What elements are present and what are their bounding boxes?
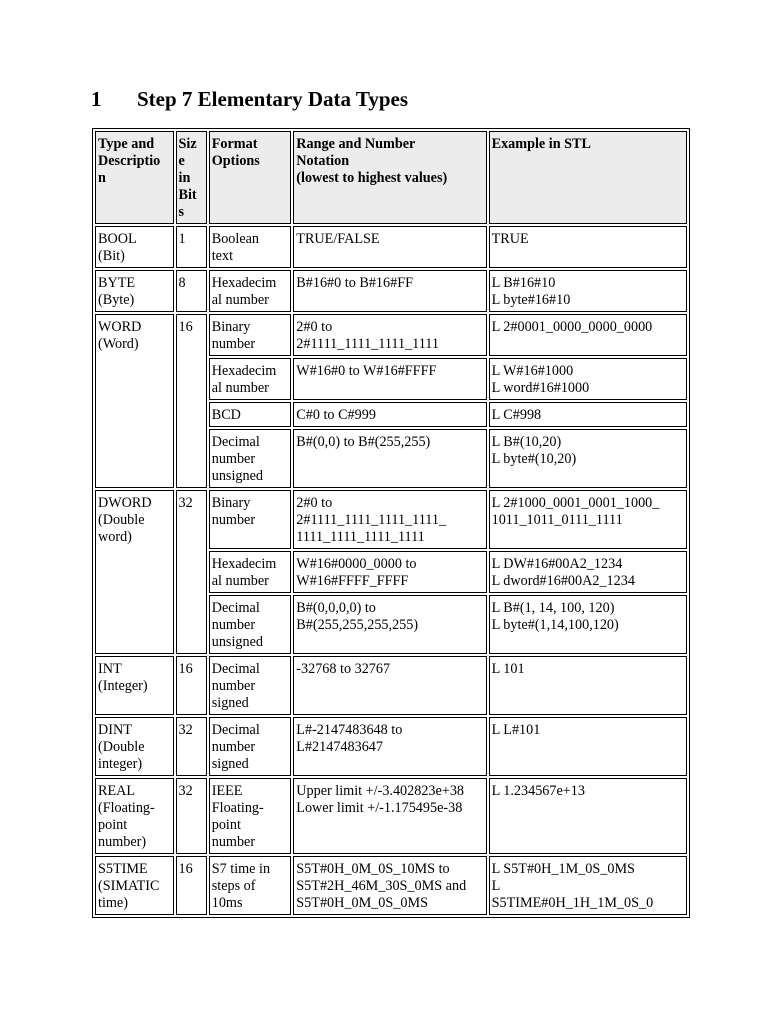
- table-row-word: [95, 314, 687, 356]
- cell-example: L DW#16#00A2_1234 L dword#16#00A2_1234: [489, 551, 687, 593]
- cell-range: L#-2147483648 to L#2147483647: [293, 717, 486, 776]
- cell-format: S7 time in steps of 10ms: [209, 856, 292, 915]
- cell-example: L B#(1, 14, 100, 120) L byte#(1,14,100,120): [489, 595, 687, 654]
- cell-range: Upper limit +/-3.402823e+38 Lower limit +/-1.175495e-38: [293, 778, 486, 854]
- header-example: Example in STL: [489, 131, 687, 224]
- cell-example: L B#(10,20) L byte#(10,20): [489, 429, 687, 488]
- cell-format: Boolean text: [209, 226, 292, 268]
- cell-format: Hexadecim al number: [209, 551, 292, 593]
- cell-type: S5TIME (SIMATIC time): [95, 856, 174, 915]
- cell-size: 16: [176, 656, 207, 715]
- cell-type: BOOL (Bit): [95, 226, 174, 268]
- cell-size: 32: [176, 490, 207, 654]
- cell-type: DWORD (Double word): [95, 490, 174, 654]
- header-size: Siz e in Bit s: [176, 131, 207, 224]
- table-row-bool: [95, 226, 687, 268]
- cell-size: 32: [176, 717, 207, 776]
- cell-size: 32: [176, 778, 207, 854]
- table-row-dword: [95, 490, 687, 549]
- table-row-dint: [95, 717, 687, 776]
- cell-type: DINT (Double integer): [95, 717, 174, 776]
- cell-format: Hexadecim al number: [209, 358, 292, 400]
- table-row-byte: [95, 270, 687, 312]
- cell-example: L L#101: [489, 717, 687, 776]
- cell-type: REAL (Floating- point number): [95, 778, 174, 854]
- cell-example: L 2#0001_0000_0000_0000: [489, 314, 687, 356]
- cell-type: WORD (Word): [95, 314, 174, 488]
- cell-size: 8: [176, 270, 207, 312]
- cell-range: 2#0 to 2#1111_1111_1111_1111_ 1111_1111_1111_1111: [293, 490, 486, 549]
- cell-format: IEEE Floating- point number: [209, 778, 292, 854]
- table-header-row: [95, 131, 687, 224]
- cell-example: L 2#1000_0001_0001_1000_ 1011_1011_0111_1111: [489, 490, 687, 549]
- cell-size: 1: [176, 226, 207, 268]
- cell-range: W#16#0000_0000 to W#16#FFFF_FFFF: [293, 551, 486, 593]
- cell-type: INT (Integer): [95, 656, 174, 715]
- cell-size: 16: [176, 314, 207, 488]
- cell-range: B#16#0 to B#16#FF: [293, 270, 486, 312]
- section-heading: [91, 86, 408, 112]
- cell-range: B#(0,0) to B#(255,255): [293, 429, 486, 488]
- cell-format: Hexadecim al number: [209, 270, 292, 312]
- table-row-int: [95, 656, 687, 715]
- cell-size: 16: [176, 856, 207, 915]
- section-number: 1: [91, 87, 102, 111]
- cell-example: L C#998: [489, 402, 687, 427]
- cell-range: TRUE/FALSE: [293, 226, 486, 268]
- data-types-table: [92, 128, 690, 918]
- cell-range: C#0 to C#999: [293, 402, 486, 427]
- cell-format: Decimal number signed: [209, 717, 292, 776]
- cell-format: Decimal number unsigned: [209, 595, 292, 654]
- cell-format: BCD: [209, 402, 292, 427]
- cell-example: L B#16#10 L byte#16#10: [489, 270, 687, 312]
- cell-example: TRUE: [489, 226, 687, 268]
- section-title: Step 7 Elementary Data Types: [137, 87, 409, 111]
- cell-range: W#16#0 to W#16#FFFF: [293, 358, 486, 400]
- cell-format: Binary number: [209, 490, 292, 549]
- header-type: Type and Descriptio n: [95, 131, 174, 224]
- table-row-real: [95, 778, 687, 854]
- cell-format: Decimal number signed: [209, 656, 292, 715]
- cell-format: Decimal number unsigned: [209, 429, 292, 488]
- header-format: Format Options: [209, 131, 292, 224]
- cell-example: L 101: [489, 656, 687, 715]
- header-range: Range and Number Notation (lowest to highest values): [293, 131, 486, 224]
- cell-format: Binary number: [209, 314, 292, 356]
- cell-range: -32768 to 32767: [293, 656, 486, 715]
- cell-example: L W#16#1000 L word#16#1000: [489, 358, 687, 400]
- table-row-s5time: [95, 856, 687, 915]
- cell-example: L 1.234567e+13: [489, 778, 687, 854]
- cell-range: B#(0,0,0,0) to B#(255,255,255,255): [293, 595, 486, 654]
- cell-example: L S5T#0H_1M_0S_0MS L S5TIME#0H_1H_1M_0S_0: [489, 856, 687, 915]
- cell-range: 2#0 to 2#1111_1111_1111_1111: [293, 314, 486, 356]
- cell-range: S5T#0H_0M_0S_10MS to S5T#2H_46M_30S_0MS and S5T#0H_0M_0S_0MS: [293, 856, 486, 915]
- cell-type: BYTE (Byte): [95, 270, 174, 312]
